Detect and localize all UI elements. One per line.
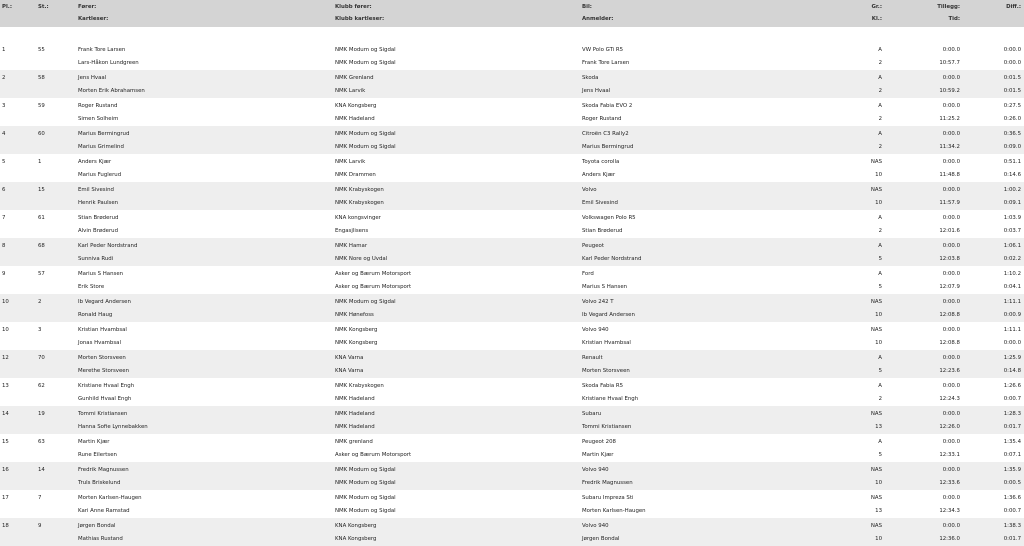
result-tillegg: 0:00.0 [942, 75, 960, 81]
result-codriver: Mathias Rustand [78, 536, 123, 542]
result-codriver: Simen Solheim [78, 116, 119, 122]
result-driver: Jørgen Bondal [78, 523, 116, 529]
result-place: 7 [2, 215, 6, 221]
result-club-codriver: NMK Hønefoss [335, 312, 374, 318]
result-entrant: Ib Vegard Andersen [582, 312, 635, 318]
result-club-driver: KNA Varna [335, 355, 364, 361]
result-tillegg: 0:00.0 [942, 271, 960, 277]
result-start-number: 59 [38, 103, 45, 109]
result-class: 10 [875, 312, 882, 318]
result-club-codriver: NMK Hadeland [335, 396, 375, 402]
result-tillegg: 0:00.0 [942, 523, 960, 529]
result-club-codriver: NMK Drammen [335, 172, 376, 178]
result-diff-previous: 0:00.5 [1003, 480, 1021, 486]
result-group: A [878, 47, 882, 53]
result-time: 12:23.6 [939, 368, 960, 374]
result-diff-leader: 0:27.5 [1003, 103, 1021, 109]
result-car: Volvo 940 [582, 327, 609, 333]
result-club-driver: KNA Kongsberg [335, 103, 377, 109]
result-club-driver: KNA Kongsberg [335, 523, 377, 529]
table-row[interactable] [0, 266, 1024, 294]
table-row[interactable] [0, 210, 1024, 238]
header-kartleser[interactable]: Kartleser: [78, 16, 109, 22]
result-time: 10:59.2 [939, 88, 960, 94]
result-tillegg: 0:00.0 [942, 355, 960, 361]
result-diff-leader: 1:35.4 [1003, 439, 1021, 445]
header-klubb-kartleser[interactable]: Klubb kartleser: [335, 16, 385, 22]
table-row[interactable] [0, 406, 1024, 434]
result-diff-previous: 0:02.2 [1003, 256, 1021, 262]
table-row[interactable] [0, 154, 1024, 182]
result-club-driver: NMK Hadeland [335, 411, 375, 417]
result-group: NAS [870, 299, 882, 305]
result-diff-leader: 1:11.1 [1003, 327, 1021, 333]
result-time: 12:33.6 [939, 480, 960, 486]
result-club-codriver: NMK Larvik [335, 88, 366, 94]
result-group: NAS [870, 467, 882, 473]
result-diff-leader: 1:03.9 [1003, 215, 1021, 221]
result-club-driver: NMK Modum og Sigdal [335, 495, 396, 501]
result-place: 17 [2, 495, 9, 501]
result-codriver: Merethe Storsveen [78, 368, 130, 374]
result-time: 12:08.8 [939, 340, 960, 346]
result-club-codriver: NMK Modum og Sigdal [335, 480, 396, 486]
result-codriver: Erik Store [78, 284, 105, 290]
result-diff-leader: 1:28.3 [1003, 411, 1021, 417]
result-group: NAS [870, 523, 882, 529]
header-forer[interactable]: Fører: [78, 4, 97, 10]
result-codriver: Henrik Paulsen [78, 200, 119, 206]
result-codriver: Hanna Sofie Lynnebakken [78, 424, 148, 430]
result-codriver: Marius Grimelind [78, 144, 124, 150]
result-driver: Fredrik Magnussen [78, 467, 129, 473]
result-group: A [878, 75, 882, 81]
result-start-number: 61 [38, 215, 45, 221]
result-diff-previous: 0:14.8 [1003, 368, 1021, 374]
result-start-number: 60 [38, 131, 45, 137]
result-tillegg: 0:00.0 [942, 159, 960, 165]
result-start-number: 7 [38, 495, 42, 501]
result-codriver: Marius Fuglerud [78, 172, 122, 178]
result-class: 2 [878, 116, 882, 122]
result-club-codriver: Asker og Bærum Motorsport [335, 284, 412, 290]
header-anmelder[interactable]: Anmelder: [582, 16, 614, 22]
result-diff-previous: 0:07.1 [1003, 452, 1021, 458]
result-entrant: Roger Rustand [582, 116, 622, 122]
result-club-codriver: NMK Modum og Sigdal [335, 508, 396, 514]
result-start-number: 1 [38, 159, 42, 165]
result-driver: Jens Hvaal [78, 75, 107, 81]
result-group: NAS [870, 327, 882, 333]
result-time: 11:57.9 [939, 200, 960, 206]
result-car: Subaru Impreza Sti [582, 495, 634, 501]
result-car: Volvo 940 [582, 523, 609, 529]
result-diff-previous: 0:04.1 [1003, 284, 1021, 290]
result-entrant: Jørgen Bondal [582, 536, 620, 542]
result-start-number: 9 [38, 523, 42, 529]
table-row[interactable] [0, 350, 1024, 378]
result-club-driver: NMK Kongsberg [335, 327, 378, 333]
result-start-number: 55 [38, 47, 45, 53]
header-tid[interactable]: Tid: [948, 16, 960, 22]
result-club-driver: NMK Modum og Sigdal [335, 299, 396, 305]
result-time: 12:03.8 [939, 256, 960, 262]
result-car: Toyota corolla [582, 159, 620, 165]
result-diff-leader: 0:01.5 [1003, 75, 1021, 81]
result-car: Volkswagen Polo R5 [582, 215, 636, 221]
result-driver: Ib Vegard Andersen [78, 299, 131, 305]
result-entrant: Stian Brøderud [582, 228, 623, 234]
result-diff-previous: 0:00.0 [1003, 60, 1021, 66]
result-codriver: Kari Anne Ramstad [78, 508, 130, 514]
result-time: 12:33.1 [939, 452, 960, 458]
result-diff-leader: 0:00.0 [1003, 47, 1021, 53]
result-start-number: 19 [38, 411, 45, 417]
result-group: NAS [870, 187, 882, 193]
result-place: 13 [2, 383, 9, 389]
result-diff-leader: 1:26.6 [1003, 383, 1021, 389]
result-place: 3 [2, 103, 6, 109]
header-gr[interactable]: Gr.: [871, 4, 882, 10]
result-codriver: Sunniva Rudi [78, 256, 114, 262]
result-tillegg: 0:00.0 [942, 47, 960, 53]
result-place: 4 [2, 131, 6, 137]
result-diff-previous: 0:09.0 [1003, 144, 1021, 150]
result-tillegg: 0:00.0 [942, 439, 960, 445]
result-diff-previous: 0:14.6 [1003, 172, 1021, 178]
result-driver: Martin Kjær [78, 439, 110, 445]
result-start-number: 63 [38, 439, 45, 445]
result-place: 16 [2, 467, 9, 473]
table-row[interactable] [0, 462, 1024, 490]
header-klubb-forer[interactable]: Klubb fører: [335, 4, 372, 10]
result-entrant: Emil Sivesind [582, 200, 618, 206]
result-diff-previous: 0:00.7 [1003, 396, 1021, 402]
result-tillegg: 0:00.0 [942, 215, 960, 221]
result-club-codriver: NMK Hadeland [335, 116, 375, 122]
result-entrant: Morten Karlsen-Haugen [582, 508, 646, 514]
result-group: A [878, 383, 882, 389]
result-start-number: 58 [38, 75, 45, 81]
result-time: 12:08.8 [939, 312, 960, 318]
result-car: Volvo 940 [582, 467, 609, 473]
result-car: Skoda [582, 75, 599, 81]
header-bil[interactable]: Bil: [582, 4, 592, 10]
result-class: 10 [875, 340, 882, 346]
result-time: 12:01.6 [939, 228, 960, 234]
result-driver: Frank Tore Larsen [78, 47, 126, 53]
result-class: 10 [875, 172, 882, 178]
table-row[interactable] [0, 238, 1024, 266]
result-diff-previous: 0:00.9 [1003, 312, 1021, 318]
result-car: Peugeot 208 [582, 439, 616, 445]
result-driver: Morten Storsveen [78, 355, 126, 361]
result-diff-previous: 0:26.0 [1003, 116, 1021, 122]
result-codriver: Alvin Brøderud [78, 228, 119, 234]
result-tillegg: 0:00.0 [942, 383, 960, 389]
result-club-codriver: NMK Hadeland [335, 424, 375, 430]
result-diff-leader: 1:06.1 [1003, 243, 1021, 249]
table-row[interactable] [0, 294, 1024, 322]
result-time: 12:07.9 [939, 284, 960, 290]
result-start-number: 62 [38, 383, 45, 389]
result-group: A [878, 131, 882, 137]
result-driver: Kristiane Hvaal Engh [78, 383, 135, 389]
result-class: 5 [878, 256, 882, 262]
table-row[interactable] [0, 322, 1024, 350]
result-car: Volvo [582, 187, 597, 193]
table-row[interactable] [0, 434, 1024, 462]
result-place: 12 [2, 355, 9, 361]
result-club-driver: NMK Grenland [335, 75, 374, 81]
result-diff-previous: 0:09.1 [1003, 200, 1021, 206]
result-class: 2 [878, 60, 882, 66]
result-driver: Tommi Kristiansen [78, 411, 128, 417]
result-codriver: Morten Erik Abrahamsen [78, 88, 145, 94]
result-car: Ford [582, 271, 594, 277]
result-diff-leader: 1:25.9 [1003, 355, 1021, 361]
result-time: 11:34.2 [939, 144, 960, 150]
result-place: 15 [2, 439, 9, 445]
result-club-codriver: NMK Kongsberg [335, 340, 378, 346]
result-club-codriver: NMK Modum og Sigdal [335, 144, 396, 150]
result-tillegg: 0:00.0 [942, 299, 960, 305]
result-time: 12:34.3 [939, 508, 960, 514]
result-place: 18 [2, 523, 9, 529]
result-diff-leader: 1:00.2 [1003, 187, 1021, 193]
table-row[interactable] [0, 518, 1024, 546]
result-driver: Kristian Hvambsal [78, 327, 127, 333]
result-diff-leader: 1:10.2 [1003, 271, 1021, 277]
result-club-driver: NMK grenland [335, 439, 373, 445]
result-start-number: 57 [38, 271, 45, 277]
result-entrant: Morten Storsveen [582, 368, 630, 374]
result-diff-previous: 0:01.7 [1003, 424, 1021, 430]
result-car: Skoda Fabia EVO 2 [582, 103, 633, 109]
result-group: A [878, 439, 882, 445]
header-kl[interactable]: Kl.: [871, 16, 882, 22]
result-club-driver: Asker og Bærum Motorsport [335, 271, 412, 277]
result-driver: Marius S Hansen [78, 271, 124, 277]
table-row[interactable] [0, 98, 1024, 126]
result-start-number: 14 [38, 467, 45, 473]
result-club-driver: NMK Larvik [335, 159, 366, 165]
result-time: 10:57.7 [939, 60, 960, 66]
result-club-driver: NMK Krabyskogen [335, 383, 384, 389]
result-place: 1 [2, 47, 6, 53]
result-car: VW Polo GTi R5 [582, 47, 624, 53]
results-table-header [0, 0, 1024, 27]
result-club-codriver: NMK Nore og Uvdal [335, 256, 388, 262]
result-class: 5 [878, 368, 882, 374]
result-tillegg: 0:00.0 [942, 467, 960, 473]
table-row[interactable] [0, 126, 1024, 154]
result-time: 12:36.0 [939, 536, 960, 542]
header-diff[interactable]: Diff.: [1006, 4, 1021, 10]
table-row[interactable] [0, 70, 1024, 98]
result-diff-leader: 1:38.3 [1003, 523, 1021, 529]
result-entrant: Tommi Kristiansen [582, 424, 632, 430]
table-row[interactable] [0, 378, 1024, 406]
result-diff-previous: 0:00.7 [1003, 508, 1021, 514]
result-tillegg: 0:00.0 [942, 495, 960, 501]
result-tillegg: 0:00.0 [942, 243, 960, 249]
result-diff-previous: 0:01.5 [1003, 88, 1021, 94]
result-class: 2 [878, 144, 882, 150]
result-class: 2 [878, 88, 882, 94]
result-club-codriver: NMK Modum og Sigdal [335, 60, 396, 66]
result-driver: Emil Sivesind [78, 187, 114, 193]
result-diff-previous: 0:03.7 [1003, 228, 1021, 234]
result-club-driver: NMK Modum og Sigdal [335, 467, 396, 473]
result-place: 8 [2, 243, 6, 249]
result-driver: Anders Kjær [78, 159, 112, 165]
result-diff-leader: 1:35.9 [1003, 467, 1021, 473]
result-place: 9 [2, 271, 6, 277]
result-tillegg: 0:00.0 [942, 103, 960, 109]
result-group: A [878, 215, 882, 221]
result-diff-leader: 0:51.1 [1003, 159, 1021, 165]
result-diff-previous: 0:00.0 [1003, 340, 1021, 346]
result-car: Peugeot [582, 243, 604, 249]
result-club-driver: NMK Krabyskogen [335, 187, 384, 193]
result-class: 13 [875, 508, 882, 514]
table-row[interactable] [0, 490, 1024, 518]
result-group: A [878, 103, 882, 109]
result-start-number: 3 [38, 327, 42, 333]
result-driver: Karl Peder Nordstrand [78, 243, 138, 249]
result-place: 14 [2, 411, 9, 417]
result-time: 12:26.0 [939, 424, 960, 430]
result-codriver: Rune Eilertsen [78, 452, 117, 458]
header-pl[interactable]: Pl.: [2, 4, 13, 10]
result-club-codriver: Engasjlisens [335, 228, 369, 234]
result-start-number: 70 [38, 355, 45, 361]
result-class: 2 [878, 228, 882, 234]
result-club-driver: NMK Hamar [335, 243, 368, 249]
result-driver: Roger Rustand [78, 103, 118, 109]
result-club-driver: KNA kongsvinger [335, 215, 381, 221]
result-diff-leader: 0:36.5 [1003, 131, 1021, 137]
result-place: 6 [2, 187, 6, 193]
result-entrant: Marius Bermingrud [582, 144, 634, 150]
result-entrant: Karl Peder Nordstrand [582, 256, 642, 262]
result-car: Renault [582, 355, 603, 361]
result-time: 11:25.2 [939, 116, 960, 122]
result-driver: Marius Bermingrud [78, 131, 130, 137]
table-row[interactable] [0, 42, 1024, 70]
result-car: Volvo 242 T [582, 299, 614, 305]
result-diff-leader: 1:36.6 [1003, 495, 1021, 501]
result-club-codriver: Asker og Bærum Motorsport [335, 452, 412, 458]
result-class: 5 [878, 284, 882, 290]
result-entrant: Martin Kjær [582, 452, 614, 458]
result-entrant: Kristian Hvambsal [582, 340, 631, 346]
result-time: 11:48.8 [939, 172, 960, 178]
result-class: 10 [875, 200, 882, 206]
result-entrant: Marius S Hansen [582, 284, 628, 290]
result-entrant: Fredrik Magnussen [582, 480, 633, 486]
result-tillegg: 0:00.0 [942, 131, 960, 137]
result-driver: Morten Karlsen-Haugen [78, 495, 142, 501]
result-codriver: Ronald Haug [78, 312, 113, 318]
result-entrant: Kristiane Hvaal Engh [582, 396, 639, 402]
result-diff-leader: 1:11.1 [1003, 299, 1021, 305]
result-codriver: Lars-Håkon Lundgreen [78, 60, 139, 66]
result-entrant: Anders Kjær [582, 172, 616, 178]
result-start-number: 68 [38, 243, 45, 249]
result-class: 5 [878, 452, 882, 458]
result-codriver: Truls Briskelund [78, 480, 121, 486]
result-place: 5 [2, 159, 6, 165]
result-class: 10 [875, 536, 882, 542]
result-car: Citroën C3 Rally2 [582, 131, 629, 137]
result-group: A [878, 243, 882, 249]
result-driver: Stian Brøderud [78, 215, 119, 221]
result-club-driver: NMK Modum og Sigdal [335, 131, 396, 137]
result-group: NAS [870, 495, 882, 501]
result-codriver: Jonas Hvambsal [78, 340, 121, 346]
result-start-number: 15 [38, 187, 45, 193]
result-group: A [878, 355, 882, 361]
result-diff-previous: 0:01.7 [1003, 536, 1021, 542]
result-group: NAS [870, 411, 882, 417]
result-start-number: 2 [38, 299, 42, 305]
result-car: Subaru [582, 411, 602, 417]
result-place: 2 [2, 75, 6, 81]
result-entrant: Frank Tore Larsen [582, 60, 630, 66]
result-place: 10 [2, 299, 9, 305]
result-group: A [878, 271, 882, 277]
result-time: 12:24.3 [939, 396, 960, 402]
result-club-driver: NMK Modum og Sigdal [335, 47, 396, 53]
result-club-codriver: NMK Krabyskogen [335, 200, 384, 206]
result-car: Skoda Fabia R5 [582, 383, 624, 389]
result-class: 13 [875, 424, 882, 430]
result-class: 2 [878, 396, 882, 402]
result-tillegg: 0:00.0 [942, 187, 960, 193]
result-codriver: Gunhild Hvaal Engh [78, 396, 132, 402]
header-st[interactable]: St.: [38, 4, 49, 10]
result-tillegg: 0:00.0 [942, 327, 960, 333]
result-group: NAS [870, 159, 882, 165]
header-tillegg[interactable]: Tillegg: [937, 4, 960, 10]
result-club-codriver: KNA Kongsberg [335, 536, 377, 542]
result-entrant: Jens Hvaal [582, 88, 611, 94]
result-tillegg: 0:00.0 [942, 411, 960, 417]
result-club-codriver: KNA Varna [335, 368, 364, 374]
table-row[interactable] [0, 182, 1024, 210]
result-place: 10 [2, 327, 9, 333]
result-class: 10 [875, 480, 882, 486]
